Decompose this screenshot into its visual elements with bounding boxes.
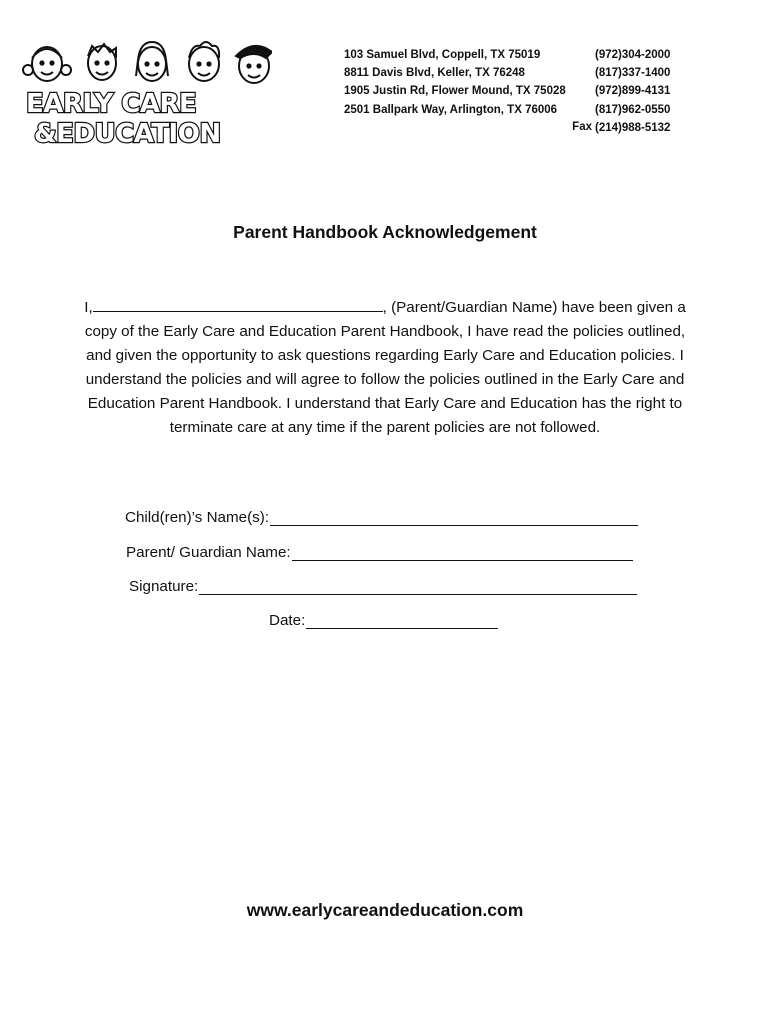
date-line[interactable] [306, 614, 498, 629]
phone-number: (817)337-1400 [595, 67, 671, 80]
website-link[interactable]: www.earlycareandeducation.com [246, 900, 524, 920]
fax-number: (214)988-5132 [595, 121, 671, 134]
signature-line[interactable] [199, 580, 637, 595]
parent-guardian-line[interactable] [292, 546, 633, 561]
children-names-line[interactable] [270, 511, 638, 526]
children-names-field [125, 509, 638, 526]
fax-label [540, 118, 592, 136]
signature-label: Signature: [129, 578, 199, 595]
phone-number: (972)304-2000 [595, 49, 671, 61]
address-line: 103 Samuel Blvd, Coppell, TX 75019 [344, 49, 541, 61]
parent-guardian-label: Parent/ Guardian Name: [126, 544, 291, 561]
logo-text-line1: EARLY CARE [26, 89, 197, 119]
fax-label-text: Fax [572, 121, 592, 133]
statement-body: given a copy of the Early Care and Education Parent Handbook, I have read the policies outlined, and given the opportunity to ask questions regarding Early Care and Education policies. I understand the policies and will agree to follow the policies outlined in the Early Care and Education Parent Handbook. I understand that Early Care and Education has the right to terminate care at any time if the parent policies are not followed. [84, 299, 686, 436]
children-names-label: Child(ren)’s Name(s): [125, 509, 270, 526]
parent-name-blank[interactable] [93, 298, 383, 312]
acknowledgement-statement [80, 296, 690, 440]
address-line: 2501 Ballpark Way, Arlington, TX 76006 [344, 103, 558, 116]
page-title: Parent Handbook Acknowledgement [233, 222, 537, 242]
address-line: 8811 Davis Blvd, Keller, TX 76248 [344, 67, 525, 80]
address-line: 1905 Justin Rd, Flower Mound, TX 75028 [344, 85, 566, 98]
phone-number: (817)962-0550 [595, 103, 671, 116]
date-field [269, 612, 498, 629]
address-list [344, 46, 589, 119]
date-label: Date: [269, 612, 306, 629]
parent-guardian-field [126, 544, 633, 561]
statement-line1-suffix: , (Parent/Guardian Name) have been [382, 299, 633, 316]
statement-prefix: I, [84, 299, 93, 316]
early-care-education-logo [22, 36, 272, 148]
logo-text-line2: &EDUCATION [34, 119, 221, 148]
phone-list [595, 46, 705, 137]
phone-number: (972)899-4131 [595, 85, 671, 98]
signature-field [129, 578, 637, 595]
